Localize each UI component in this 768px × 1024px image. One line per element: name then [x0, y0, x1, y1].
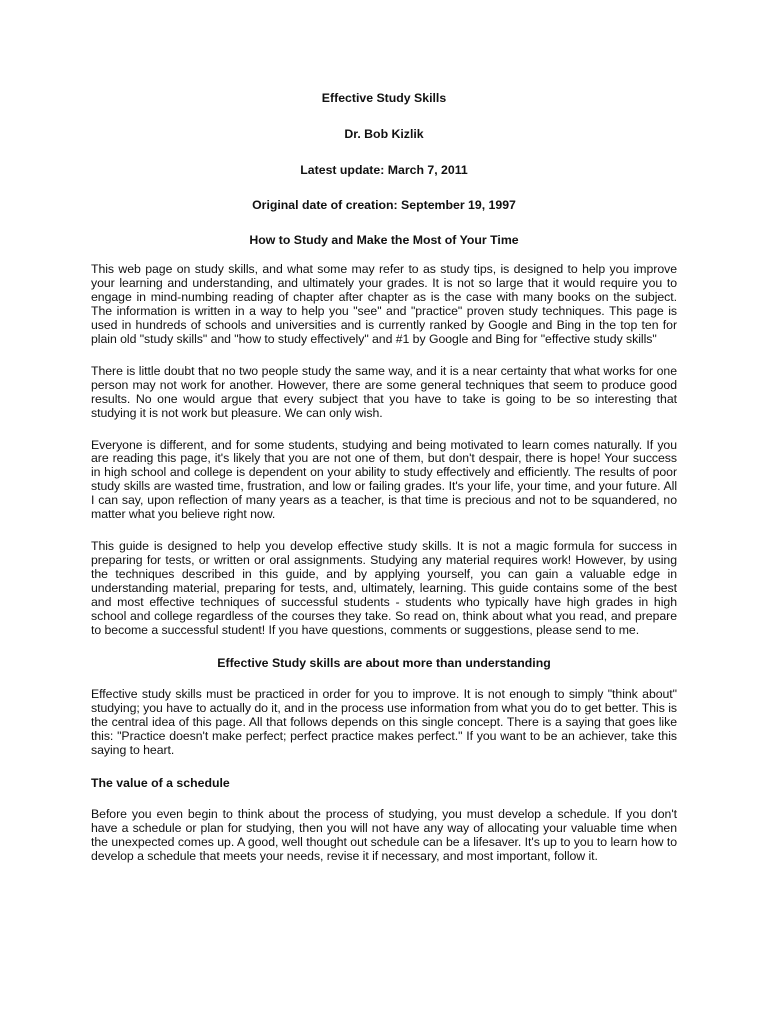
- document-title: Effective Study Skills: [321, 91, 447, 105]
- original-date: Original date of creation: September 19, 1997: [252, 198, 516, 212]
- section-heading-schedule: The value of a schedule: [91, 775, 230, 790]
- intro-paragraph: There is little doubt that no two people study the same way, and it is a near certainty that what works for one person may not work for another. However, there are some general techniques that seem to produce good results. No one would argue that every subject that you have to take is going to be so interesting that studying it is not work but pleasure. We can only wish.: [91, 363, 677, 420]
- intro-paragraph: Everyone is different, and for some students, studying and being motivated to learn comes naturally. If you are reading this page, it's likely that you are not one of them, but don't despair, there is hope! Your success in high school and college is dependent on your ability to study effectively and efficiently. The results of poor study skills are wasted time, frustration, and low or failing grades. It's your life, your time, and your future. All I can say, upon reflection of many years as a teacher, is that time is precious and not to be squandered, no matter what you believe right now.: [91, 437, 677, 522]
- intro-paragraph: This web page on study skills, and what some may refer to as study tips, is designed to help you improve your learning and understanding, and ultimately your grades. It is not so large that it would require you to engage in mind-numbing reading of chapter after chapter as is the case with many books on the subject. The information is written in a way to help you "see" and "practice" proven study techniques. This page is used in hundreds of schools and universities and is currently ranked by Google and Bing in the top ten for plain old "study skills" and "how to study effectively" and #1 by Google and Bing for "effective study skills": [91, 262, 677, 346]
- document-page: [91, 91, 677, 882]
- schedule-paragraph: Before you even begin to think about the process of studying, you must develop a schedule. If you don't have a schedule or plan for studying, then you will not have any way of allocating your valuable time when the unexpected comes up. A good, well thought out schedule can be a lifesaver. It's up to you to learn how to develop a schedule that meets your needs, revise it if necessary, and most important, follow it.: [91, 806, 677, 863]
- document-author: Dr. Bob Kizlik: [344, 127, 424, 141]
- section-heading-understanding: Effective Study skills are about more than understanding: [217, 655, 551, 670]
- understanding-paragraph: Effective study skills must be practiced in order for you to improve. It is not enough to simply "think about" studying; you have to actually do it, and in the process use information from what you do to get better. This is the central idea of this page. All that follows depends on this single concept. There is a saying that goes like this: "Practice doesn't make perfect; perfect practice makes perfect." If you want to be an achiever, take this saying to heart.: [91, 686, 677, 757]
- latest-update: Latest update: March 7, 2011: [300, 163, 468, 177]
- document-subtitle: How to Study and Make the Most of Your Time: [249, 233, 519, 247]
- intro-paragraph: This guide is designed to help you develop effective study skills. It is not a magic formula for success in preparing for tests, or written or oral assignments. Studying any material requires work! However, by using the techniques described in this guide, and by applying yourself, you can gain a valuable edge in understanding material, preparing for tests, and, ultimately, learning. This guide contains some of the best and most effective techniques of successful students - students who typically have high grades in high school and college regardless of the courses they take. So read on, think about what you read, and prepare to become a successful student! If you have questions, comments or suggestions, please send to me.: [91, 539, 677, 637]
